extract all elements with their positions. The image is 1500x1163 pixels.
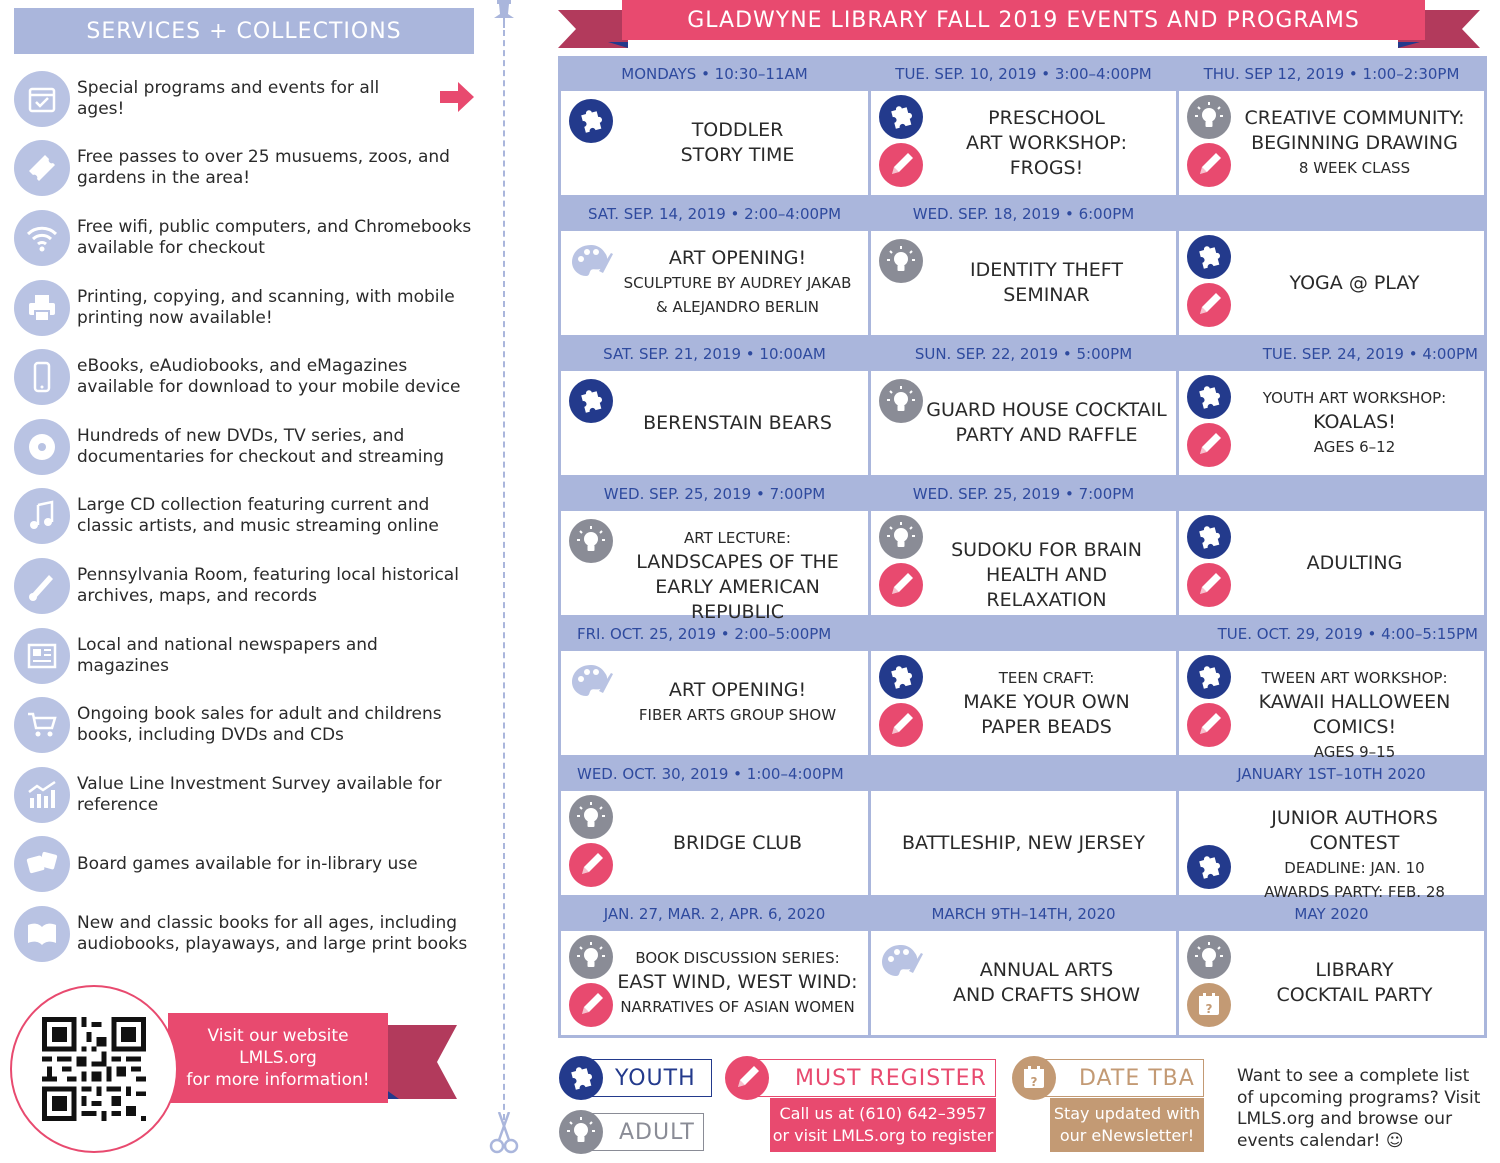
legend-tba [1030, 1059, 1204, 1097]
event-title-line: JUNIOR AUTHORS CONTEST [1271, 806, 1438, 854]
pencil-icon [1187, 423, 1231, 467]
service-text: Ongoing book sales for adult and childrens books, including DVDs and CDs [77, 704, 442, 746]
pencil-icon [879, 143, 923, 187]
legend-adult-label: ADULT [619, 1119, 695, 1145]
service-item [14, 690, 474, 760]
bulb-icon [879, 515, 923, 559]
phone-icon [14, 349, 70, 405]
events-row [559, 197, 1486, 337]
event-title [923, 538, 1170, 613]
events-grid [558, 56, 1487, 1038]
website-line-3: for more information! [186, 1070, 370, 1090]
event-date-header: MAY 2020 [1294, 905, 1369, 923]
legend-puzzle-icon [559, 1056, 603, 1100]
scroll-icon [14, 558, 70, 614]
closing-note: Want to see a complete list of upcoming programs? Visit LMLS.org and browse our events calendar! ☺ [1237, 1066, 1481, 1151]
website-line-2[interactable]: LMLS.org [239, 1048, 317, 1068]
event-cell[interactable] [871, 371, 1176, 475]
pencil-icon [1187, 283, 1231, 327]
event-title [923, 666, 1170, 740]
service-text: Free passes to over 25 musuems, zoos, and gardens in the area! [77, 147, 450, 189]
tba-icon [1187, 983, 1231, 1027]
services-title: SERVICES + COLLECTIONS [14, 8, 474, 54]
event-title [613, 946, 862, 1019]
event-cell[interactable] [871, 511, 1176, 615]
pencil-icon [569, 983, 613, 1027]
pencil-icon [1187, 563, 1231, 607]
scissors-icon [489, 1112, 519, 1154]
event-title-line: EARLY AMERICAN REPUBLIC [655, 575, 820, 623]
service-item [14, 342, 474, 412]
wifi-icon [14, 210, 70, 266]
event-title-line: ART OPENING! [668, 679, 807, 701]
event-title-line: KAWAII HALLOWEEN COMICS! [1258, 690, 1451, 738]
event-cell[interactable] [1179, 651, 1484, 761]
ribbon-tail-icon [385, 1025, 457, 1099]
event-title [1231, 806, 1478, 904]
event-title-line: AWARDS PARTY: FEB. 28 [1264, 882, 1445, 901]
puzzle-icon [1187, 845, 1231, 889]
event-title-line: BEGINNING DRAWING [1251, 131, 1458, 154]
website-ribbon[interactable] [168, 1013, 388, 1103]
events-row [559, 477, 1486, 623]
event-title-line: AGES 9–15 [1313, 742, 1396, 761]
event-date-header: WED. SEP. 18, 2019 • 6:00PM [912, 205, 1135, 223]
service-item [14, 203, 474, 273]
bulb-icon [569, 519, 613, 563]
banner-tail-left-icon [558, 10, 628, 48]
service-item [14, 621, 474, 691]
puzzle-icon [879, 95, 923, 139]
website-callout [10, 985, 470, 1155]
event-title [613, 118, 862, 168]
event-title [1231, 666, 1478, 764]
pencil-icon [879, 703, 923, 747]
services-list [14, 64, 474, 969]
events-row [559, 757, 1486, 901]
event-date-header: SUN. SEP. 22, 2019 • 5:00PM [914, 345, 1133, 363]
service-item [14, 830, 474, 900]
event-title-line: 8 WEEK CLASS [1298, 158, 1411, 177]
event-cell[interactable] [1179, 511, 1484, 615]
event-title-line: MAKE YOUR OWN [963, 690, 1130, 713]
cart-icon [14, 697, 70, 753]
event-cell[interactable] [1179, 91, 1484, 195]
event-title-line: IDENTITY THEFT [969, 259, 1123, 281]
legend-pencil-icon [725, 1056, 769, 1100]
legend-register-sub-2[interactable]: or visit LMLS.org to register [772, 1126, 994, 1145]
event-date-header: TUE. OCT. 29, 2019 • 4:00–5:15PM [1217, 625, 1478, 643]
event-title [613, 678, 862, 727]
event-date-header: MONDAYS • 10:30–11AM [621, 65, 808, 83]
event-cell[interactable] [561, 791, 868, 895]
dice-icon [14, 836, 70, 892]
calendar-check-icon [14, 71, 70, 127]
service-text: Board games available for in-library use [77, 853, 418, 874]
legend-youth-label: YOUTH [615, 1065, 696, 1091]
event-title-line: PRESCHOOL [988, 106, 1105, 129]
service-item [14, 134, 474, 204]
event-date-header [1179, 477, 1484, 511]
service-text: eBooks, eAudiobooks, and eMagazines available for download to your mobile device [77, 356, 461, 398]
puzzle-icon [1187, 235, 1231, 279]
service-text: Free wifi, public computers, and Chromebooks available for checkout [77, 216, 472, 258]
service-item [14, 760, 474, 830]
event-title-line: SEMINAR [1003, 284, 1090, 306]
newspaper-icon [14, 628, 70, 684]
service-text: Special programs and events for all ages! [77, 77, 380, 119]
event-title [1231, 551, 1478, 576]
event-title [613, 526, 862, 625]
bulb-icon [569, 795, 613, 839]
event-title-line: BERENSTAIN BEARS [643, 411, 832, 434]
event-cell[interactable] [1179, 371, 1484, 475]
pencil-icon [1187, 143, 1231, 187]
events-row [559, 337, 1486, 477]
event-cell[interactable] [871, 231, 1176, 335]
event-cell[interactable] [1179, 791, 1484, 901]
event-title-line: PARTY AND RAFFLE [955, 424, 1138, 446]
event-date-header: WED. SEP. 25, 2019 • 7:00PM [912, 485, 1135, 503]
service-item [14, 482, 474, 552]
event-date-header: TUE. SEP. 24, 2019 • 4:00PM [1262, 345, 1478, 363]
pencil-icon [1187, 703, 1231, 747]
chart-icon [14, 767, 70, 823]
legend-register [744, 1059, 996, 1097]
event-title-line: & ALEJANDRO BERLIN [656, 297, 819, 316]
arrow-right-icon [440, 82, 474, 116]
event-title [923, 258, 1170, 308]
event-title-line: ART WORKSHOP: [965, 131, 1128, 154]
event-date-header: JANUARY 1ST–10TH 2020 [1237, 765, 1426, 783]
event-title-line: BATTLESHIP, NEW JERSEY [901, 831, 1146, 854]
event-cell[interactable] [561, 91, 868, 195]
palette-icon [569, 239, 613, 283]
event-title [1231, 386, 1478, 459]
event-title-line: ANNUAL ARTS [979, 959, 1114, 981]
svg-text:?: ? [1030, 1075, 1038, 1089]
event-title-line: FIBER ARTS GROUP SHOW [638, 706, 837, 724]
event-title-line: FROGS! [1009, 156, 1084, 179]
service-text: Local and national newspapers and magazines [77, 634, 378, 676]
event-date-header: WED. SEP. 25, 2019 • 7:00PM [603, 485, 826, 503]
bulb-icon [879, 379, 923, 423]
event-title-line: LIBRARY [1315, 959, 1394, 981]
event-title-line: TEEN CRAFT: [998, 668, 1095, 687]
legend-register-info [770, 1098, 996, 1152]
event-title-line: AGES 6–12 [1313, 437, 1396, 456]
legend-tba-sub-1: Stay updated with [1053, 1104, 1201, 1123]
event-cell[interactable] [871, 791, 1176, 895]
service-text: Printing, copying, and scanning, with mobile printing now available! [77, 286, 455, 328]
puzzle-icon [569, 99, 613, 143]
service-text: Large CD collection featuring current and classic artists, and music streaming online [77, 495, 439, 537]
event-date-header: JAN. 27, MAR. 2, APR. 6, 2020 [603, 905, 826, 923]
legend-bulb-icon [559, 1110, 603, 1154]
legend-tba-sub-2: our eNewsletter! [1059, 1126, 1195, 1145]
website-line-1: Visit our website [207, 1026, 349, 1046]
service-text: Hundreds of new DVDs, TV series, and documentaries for checkout and streaming [77, 425, 445, 467]
service-item [14, 273, 474, 343]
pencil-icon [569, 843, 613, 887]
event-title [1231, 106, 1478, 180]
event-cell[interactable] [871, 931, 1176, 1035]
service-text: Value Line Investment Survey available for reference [77, 773, 442, 815]
event-date-header: SAT. SEP. 14, 2019 • 2:00–4:00PM [587, 205, 842, 223]
service-text: New and classic books for all ages, including audiobooks, playaways, and large print books [77, 912, 468, 954]
service-text: Pennsylvania Room, featuring local historical archives, maps, and records [77, 564, 459, 606]
event-title [923, 106, 1170, 181]
event-title [613, 246, 862, 319]
service-item [14, 412, 474, 482]
puzzle-icon [879, 655, 923, 699]
event-title-line: EAST WIND, WEST WIND: [617, 970, 858, 993]
event-date-header: TUE. SEP. 10, 2019 • 3:00–4:00PM [895, 65, 1152, 83]
event-title [1231, 958, 1478, 1008]
event-title [923, 398, 1170, 448]
event-title-line: STORY TIME [680, 144, 795, 166]
event-title-line: ADULTING [1306, 551, 1403, 574]
music-note-icon [14, 488, 70, 544]
events-banner: GLADWYNE LIBRARY FALL 2019 EVENTS AND PROGRAMS [622, 0, 1425, 40]
event-title-line: NARRATIVES OF ASIAN WOMEN [620, 997, 855, 1016]
event-title-line: AND CRAFTS SHOW [953, 984, 1140, 1006]
printer-icon [14, 280, 70, 336]
event-cell[interactable] [561, 931, 868, 1035]
legend-register-sub-1: Call us at (610) 642–3957 [779, 1104, 987, 1123]
events-row [559, 57, 1486, 197]
event-title-line: YOGA @ PLAY [1289, 271, 1420, 294]
event-title-line: GUARD HOUSE COCKTAIL [926, 399, 1167, 421]
event-title-line: HEALTH AND RELAXATION [985, 564, 1108, 611]
bulb-icon [569, 935, 613, 979]
cut-line-divider [503, 20, 505, 1130]
event-cell[interactable] [561, 231, 868, 335]
event-date-header: MARCH 9TH–14TH, 2020 [931, 905, 1116, 923]
pushpin-icon [493, 0, 515, 28]
event-date-header: THU. SEP 12, 2019 • 1:00–2:30PM [1203, 65, 1460, 83]
event-title-line: SUDOKU FOR BRAIN [951, 539, 1142, 561]
events-row [559, 897, 1486, 1037]
service-item [14, 551, 474, 621]
event-title-line: BOOK DISCUSSION SERIES: [635, 948, 840, 967]
event-title [923, 958, 1170, 1008]
event-title-line: ART OPENING! [668, 246, 807, 269]
event-cell[interactable] [871, 91, 1176, 195]
disc-icon [14, 419, 70, 475]
event-title-line: PAPER BEADS [981, 715, 1112, 738]
event-cell[interactable] [561, 651, 868, 755]
event-title-line: COCKTAIL PARTY [1276, 984, 1433, 1006]
svg-text:?: ? [1205, 1002, 1213, 1016]
event-title-line: YOUTH ART WORKSHOP: [1262, 388, 1447, 407]
event-title-line: LANDSCAPES OF THE [636, 550, 839, 573]
event-title-line: TWEEN ART WORKSHOP: [1261, 668, 1448, 687]
event-cell[interactable] [561, 371, 868, 475]
event-title-line: KOALAS! [1313, 410, 1396, 433]
event-title-line: DEADLINE: JAN. 10 [1284, 858, 1425, 877]
book-icon [14, 906, 70, 962]
event-title-line: TODDLER [691, 119, 784, 141]
palette-icon [879, 939, 923, 983]
event-date-header: FRI. OCT. 25, 2019 • 2:00–5:00PM [577, 625, 832, 643]
pencil-icon [879, 563, 923, 607]
bulb-icon [879, 239, 923, 283]
event-date-header: SAT. SEP. 21, 2019 • 10:00AM [603, 345, 826, 363]
event-title [877, 831, 1170, 856]
puzzle-icon [1187, 515, 1231, 559]
event-cell[interactable] [1179, 931, 1484, 1035]
event-title-line: ART LECTURE: [684, 528, 791, 547]
puzzle-icon [569, 379, 613, 423]
event-title-line: SCULPTURE BY AUDREY JAKAB [623, 273, 852, 292]
service-item [14, 899, 474, 969]
bulb-icon [1187, 95, 1231, 139]
event-cell[interactable] [1179, 231, 1484, 335]
puzzle-icon [1187, 655, 1231, 699]
legend-tba-label: DATE TBA [1079, 1065, 1195, 1091]
service-item [14, 64, 474, 134]
event-cell[interactable] [561, 511, 868, 623]
event-date-header [1179, 197, 1484, 231]
event-cell[interactable] [871, 651, 1176, 755]
legend-tba-info [1050, 1098, 1204, 1152]
event-date-header: WED. OCT. 30, 2019 • 1:00–4:00PM [577, 765, 844, 783]
qr-code-icon[interactable] [42, 1017, 146, 1121]
event-title-line: BRIDGE CLUB [672, 831, 803, 854]
puzzle-icon [1187, 375, 1231, 419]
events-row [559, 617, 1486, 761]
services-panel [14, 8, 474, 969]
legend-register-label: MUST REGISTER [795, 1065, 987, 1091]
event-title-line: CREATIVE COMMUNITY: [1244, 106, 1465, 129]
ticket-icon [14, 140, 70, 196]
event-title [613, 411, 862, 436]
qr-code-frame [10, 985, 178, 1153]
bulb-icon [1187, 935, 1231, 979]
palette-icon [569, 659, 613, 703]
event-title [613, 831, 862, 856]
event-title [1231, 271, 1478, 296]
event-date-header [871, 757, 1176, 791]
legend-tba-icon [1012, 1056, 1056, 1100]
